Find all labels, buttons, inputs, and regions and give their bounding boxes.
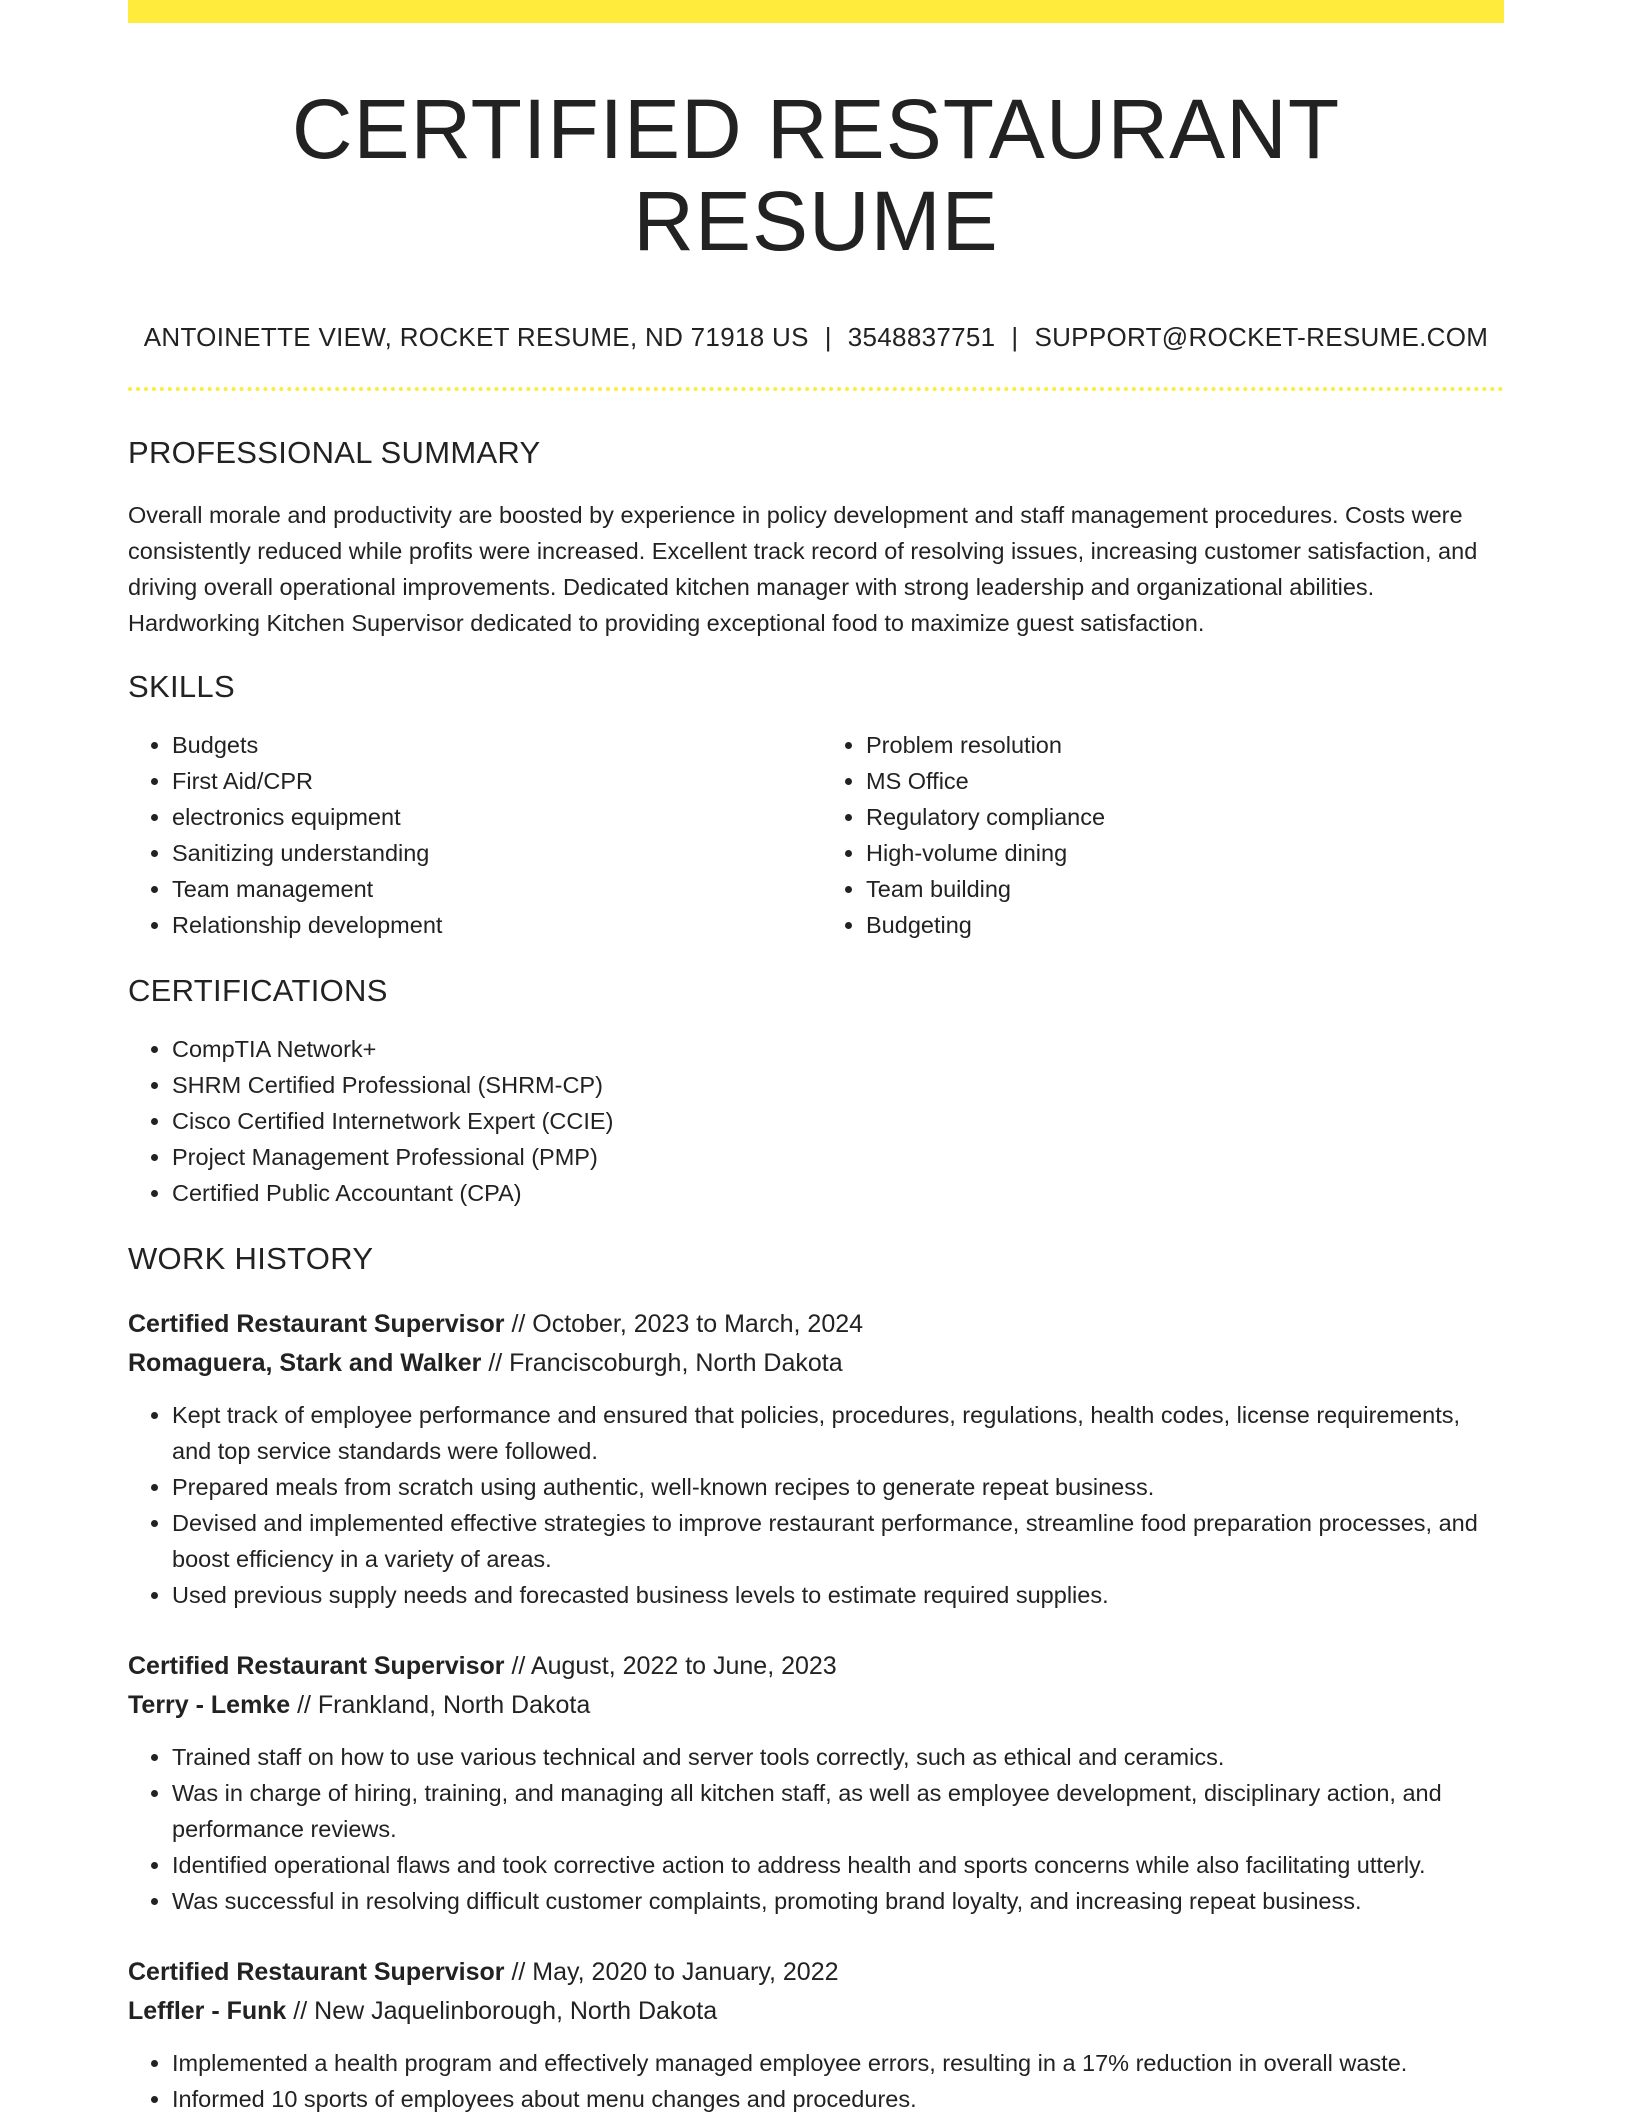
accent-top-bar [128, 0, 1504, 23]
skill-item: • Relationship development [172, 907, 816, 943]
certification-item: • CompTIA Network+ [172, 1031, 1504, 1067]
job-duties-list [128, 1739, 1504, 1919]
job-duties-list [128, 1397, 1504, 1613]
skill-item: • Problem resolution [866, 727, 1504, 763]
job-employer: Leffler - Funk [128, 1996, 287, 2025]
job-duty: • Was in charge of hiring, training, and managing all kitchen staff, as well as employee development, disciplinary action, and performance reviews. [172, 1775, 1504, 1847]
skills-list-left [128, 727, 816, 943]
skill-item: • Budgets [172, 727, 816, 763]
skill-item: • High-volume dining [866, 835, 1504, 871]
job-location: // Frankland, North Dakota [297, 1690, 591, 1719]
job-employer: Romaguera, Stark and Walker [128, 1348, 482, 1377]
certification-item: • SHRM Certified Professional (SHRM-CP) [172, 1067, 1504, 1103]
job-duties-list [128, 2045, 1504, 2117]
job-entry [128, 1953, 1504, 2117]
job-title-line [128, 1953, 1504, 1991]
contact-phone: 3548837751 [847, 321, 996, 352]
resume-title: CERTIFIED RESTAURANT RESUME [291, 82, 1341, 269]
job-dates: // August, 2022 to June, 2023 [511, 1651, 837, 1680]
contact-email: SUPPORT@ROCKET-RESUME.COM [1034, 321, 1489, 352]
dotted-divider [128, 387, 1504, 391]
job-title: Certified Restaurant Supervisor [128, 1957, 505, 1986]
skills-list-right [816, 727, 1504, 943]
job-employer-line [128, 1343, 1504, 1383]
job-duty: • Trained staff on how to use various technical and server tools correctly, such as ethical and ceramics. [172, 1739, 1504, 1775]
skills-heading: SKILLS [128, 668, 235, 704]
skill-item: • electronics equipment [172, 799, 816, 835]
job-duty: • Devised and implemented effective strategies to improve restaurant performance, streamline food preparation processes, and boost efficiency in a variety of areas. [172, 1505, 1504, 1577]
job-entry [128, 1647, 1504, 1919]
contact-address: ANTOINETTE VIEW, ROCKET RESUME, ND 71918 US [143, 321, 809, 352]
job-title-line [128, 1305, 1504, 1343]
certifications-heading: CERTIFICATIONS [128, 972, 388, 1008]
job-location: // New Jaquelinborough, North Dakota [293, 1996, 718, 2025]
job-employer-line [128, 1685, 1504, 1725]
certification-item: • Cisco Certified Internetwork Expert (CCIE) [172, 1103, 1504, 1139]
skills-grid [128, 727, 1504, 943]
job-title-line [128, 1647, 1504, 1685]
skill-item: • Sanitizing understanding [172, 835, 816, 871]
contact-separator: | [824, 321, 832, 352]
summary-text: Overall morale and productivity are boosted by experience in policy development and staff management procedures. Costs were consistently reduced while profits were increased. Excellent track record of resolving issues, increasing customer satisfaction, and driving overall operational improvements. Dedicated kitchen manager with strong leadership and organizational abilities. Hardworking Kitchen Supervisor dedicated to providing exceptional food to maximize guest satisfaction. [128, 501, 1478, 636]
skill-item: • MS Office [866, 763, 1504, 799]
job-duty: • Identified operational flaws and took corrective action to address health and sports concerns while also facilitating utterly. [172, 1847, 1504, 1883]
skill-item: • Team building [866, 871, 1504, 907]
skill-item: • Regulatory compliance [866, 799, 1504, 835]
summary-heading: PROFESSIONAL SUMMARY [128, 434, 541, 470]
work-history-heading: WORK HISTORY [128, 1240, 374, 1276]
job-duty: • Kept track of employee performance and ensured that policies, procedures, regulations, health codes, license requirements, and top service standards were followed. [172, 1397, 1504, 1469]
job-dates: // May, 2020 to January, 2022 [511, 1957, 839, 1986]
job-employer-line [128, 1991, 1504, 2031]
job-duty: • Prepared meals from scratch using authentic, well-known recipes to generate repeat business. [172, 1469, 1504, 1505]
contact-line [128, 322, 1504, 353]
skill-item: • Team management [172, 871, 816, 907]
job-location: // Franciscoburgh, North Dakota [488, 1348, 843, 1377]
certification-item: • Project Management Professional (PMP) [172, 1139, 1504, 1175]
job-duty: • Was successful in resolving difficult customer complaints, promoting brand loyalty, and increasing repeat business. [172, 1883, 1504, 1919]
job-employer: Terry - Lemke [128, 1690, 291, 1719]
job-title: Certified Restaurant Supervisor [128, 1309, 505, 1338]
certifications-list [128, 1031, 1504, 1211]
skill-item: • First Aid/CPR [172, 763, 816, 799]
job-dates: // October, 2023 to March, 2024 [511, 1309, 864, 1338]
job-duty: • Implemented a health program and effectively managed employee errors, resulting in a 17% reduction in overall waste. [172, 2045, 1504, 2081]
job-duty: • Informed 10 sports of employees about menu changes and procedures. [172, 2081, 1504, 2117]
job-entry [128, 1305, 1504, 1613]
certification-item: • Certified Public Accountant (CPA) [172, 1175, 1504, 1211]
skill-item: • Budgeting [866, 907, 1504, 943]
job-title: Certified Restaurant Supervisor [128, 1651, 505, 1680]
contact-separator: | [1011, 321, 1019, 352]
job-duty: • Used previous supply needs and forecasted business levels to estimate required supplies. [172, 1577, 1504, 1613]
